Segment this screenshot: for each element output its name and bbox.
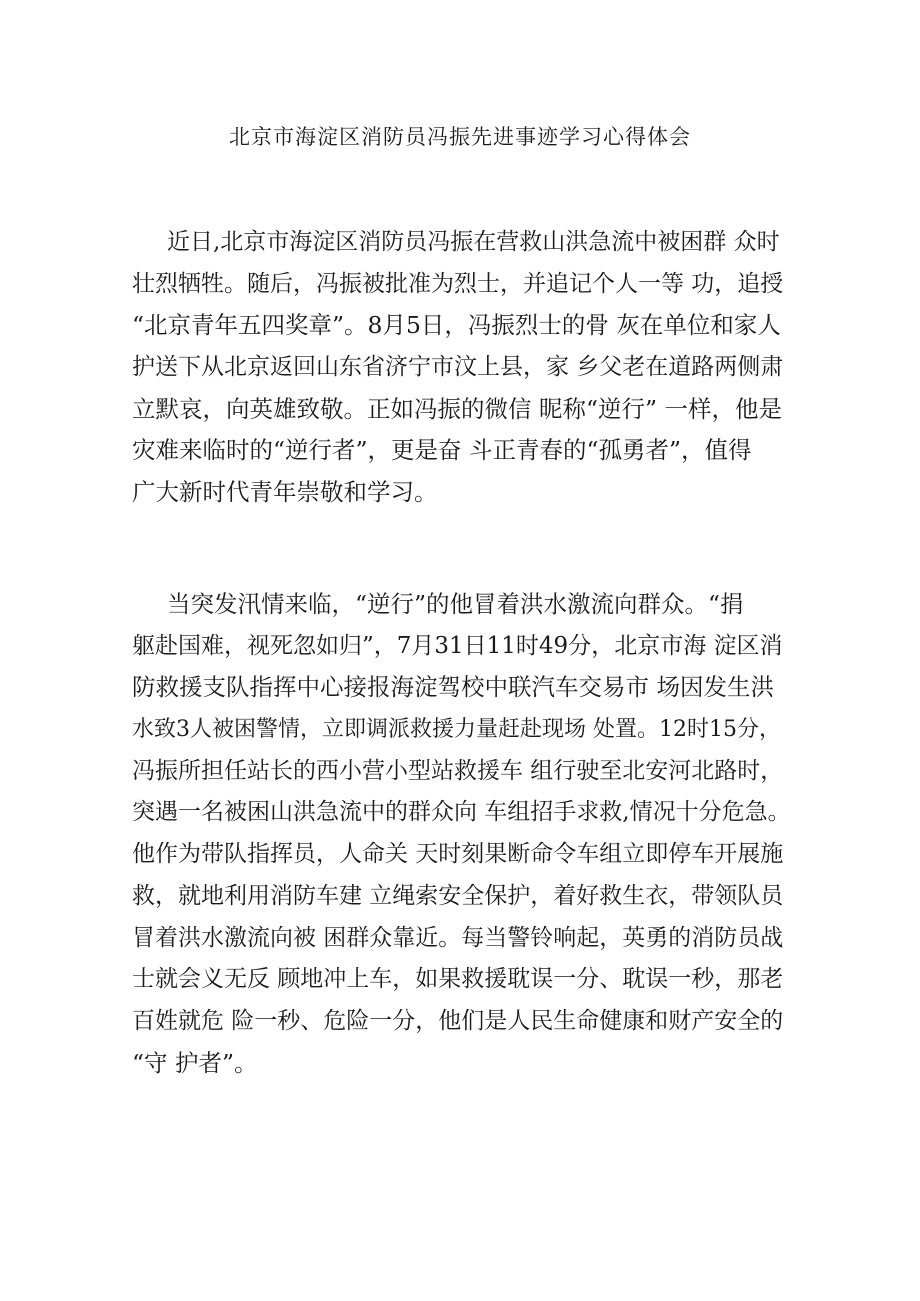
paragraph-line: 近日,北京市海淀区消防员冯振在营救山洪急流中被困群 众时 [167, 229, 780, 255]
paragraph-line: “北京青年五四奖章”。8月5日，冯振烈士的骨 灰在单位和家人 [132, 311, 781, 340]
paragraph-line: 护送下从北京返回山东省济宁市汶上县，家 乡父老在道路两侧肃 [132, 354, 784, 381]
paragraph-line: 立默哀，向英雄致敬。正如冯振的微信 昵称“逆行” 一样，他是 [132, 394, 782, 423]
paragraph-line: 灾难来临时的“逆行者”，更是奋 斗正青春的“孤勇者”，值得 [132, 436, 752, 465]
paragraph-line: 防救援支队指挥中心接报海淀驾校中联汽车交易市 场因发生洪 [132, 673, 774, 702]
paragraph-line: 广大新时代青年崇敬和学习。 [132, 478, 438, 507]
paragraph-line: 冯振所担任站长的西小营小型站救援车 组行驶至北安河北路时， [132, 757, 784, 784]
paragraph-line: 躯赴国难，视死忽如归”，7月31日11时49分，北京市海 淀区消 [132, 632, 783, 659]
document-title: 北京市海淀区消防员冯振先进事迹学习心得体会 [229, 125, 691, 149]
paragraph-1 [132, 222, 792, 514]
paragraph-line: 壮烈牺牲。随后，冯振被批准为烈士，并追记个人一等 功，追授 [132, 270, 784, 297]
paragraph-line: 他作为带队指挥员，人命关 天时刻果断命令车组立即停车开展施 [132, 841, 784, 868]
paragraph-line: 冒着洪水激流向被 困群众靠近。每当警铃响起，英勇的消防员战 [132, 924, 784, 951]
paragraph-line: 百姓就危 险一秒、危险一分，他们是人民生命健康和财产安全的 [132, 1007, 784, 1034]
paragraph-line: “守 护者”。 [132, 1048, 258, 1077]
paragraph-line: 士就会义无反 顾地冲上车，如果救援耽误一分、耽误一秒，那老 [132, 966, 784, 993]
paragraph-line: 救，就地利用消防车建 立绳索安全保护，着好救生衣，带领队员 [132, 882, 784, 909]
paragraph-line: 水致3人被困警情，立即调派救援力量赶赴现场 处置。12时15分， [132, 717, 781, 743]
paragraph-line: 突遇一名被困山洪急流中的群众向 车组招手求救,情况十分危急。 [132, 799, 791, 826]
paragraph-2 [132, 584, 792, 1084]
paragraph-line: 当突发汛情来临，“逆行”的他冒着洪水激流向群众。“捐 [167, 590, 744, 618]
